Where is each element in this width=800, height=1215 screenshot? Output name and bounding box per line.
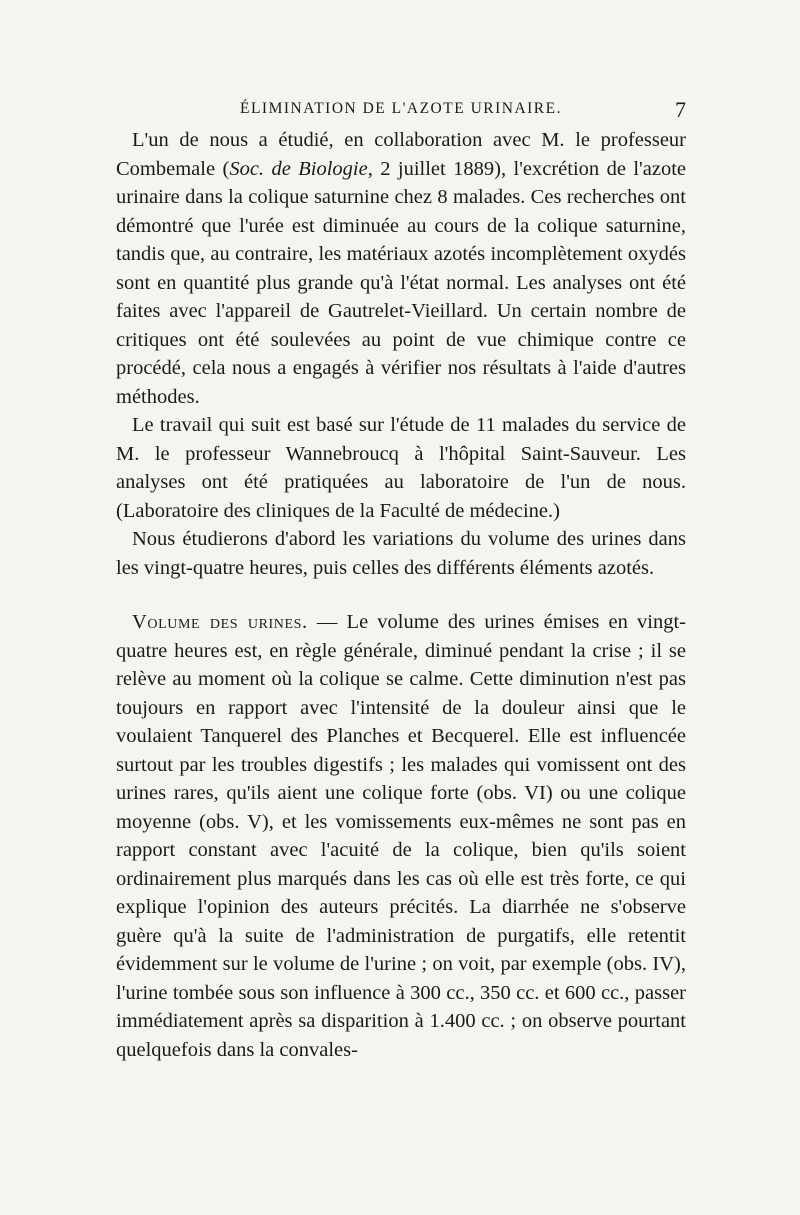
body-text [116,126,686,1064]
paragraph-4-text: — Le volume des urines émises en vingt-quatre heures est, en règle générale, diminué pendant la crise ; il se relève au moment où la colique se calme. Cette diminution n'est pas toujours en rapport avec l'intensité de la douleur ainsi que le voulaient Tanquerel des Planches et Becquerel. Elle est influencée surtout par les troubles digestifs ; les malades qui vomissent ont des urines rares, qu'ils aient une colique forte (obs. VI) ou une colique moyenne (obs. V), et les vomissements eux-mêmes ne sont pas en rapport constant avec l'acuité de la colique, bien qu'ils soient ordinairement plus marqués dans les cas où elle est très forte, ce qui explique l'opinion des auteurs précités. La diarrhée ne s'observe guère qu'à la suite de l'administration de purgatifs, elle retentit évidemment sur le volume de l'urine ; on voit, par exemple (obs. IV), l'urine tombée sous son influence à 300 cc., 350 cc. et 600 cc., passer immédiatement après sa disparition à 1.400 cc. ; on observe pourtant quelquefois dans la convales- [116,611,686,1061]
paragraph-4 [116,608,686,1064]
paragraph-1-after: , 2 juillet 1889), l'excrétion de l'azote urinaire dans la colique saturnine chez 8 malades. Ces recherches ont démontré que l'urée est diminuée au cours de la colique saturnine, tandis que, au contraire, les matériaux azotés incomplètement oxydés sont en quantité plus grande qu'à l'état normal. Les analyses ont été faites avec l'appareil de Gautrelet-Vieillard. Un certain nombre de critiques ont été soulevées au point de vue chimique contre ce procédé, cela nous a engagés à vérifier nos résultats à l'aide d'autres méthodes. [116,157,686,408]
section-heading: Volume des urines. [132,611,308,633]
running-title: ÉLIMINATION DE L'AZOTE URINAIRE. [240,100,562,117]
running-head [116,98,686,122]
paragraph-3: Nous étudierons d'abord les variations du volume des urines dans les vingt-quatre heures, puis celles des différents éléments azotés. [116,528,686,579]
paragraph-1-before: L'un de nous a étudié, en collaboration avec M. le professeur Combemale ( [116,129,686,180]
paragraph-1 [116,126,686,411]
page-number: 7 [675,97,686,122]
citation-journal: Soc. de Biologie [229,157,368,180]
paragraph-2: Le travail qui suit est basé sur l'étude de 11 malades du service de M. le professeur Wannebroucq à l'hôpital Saint-Sauveur. Les analyses ont été pratiquées au laboratoire de l'un de nous. (Laboratoire des cliniques de la Faculté de médecine.) [116,414,686,522]
